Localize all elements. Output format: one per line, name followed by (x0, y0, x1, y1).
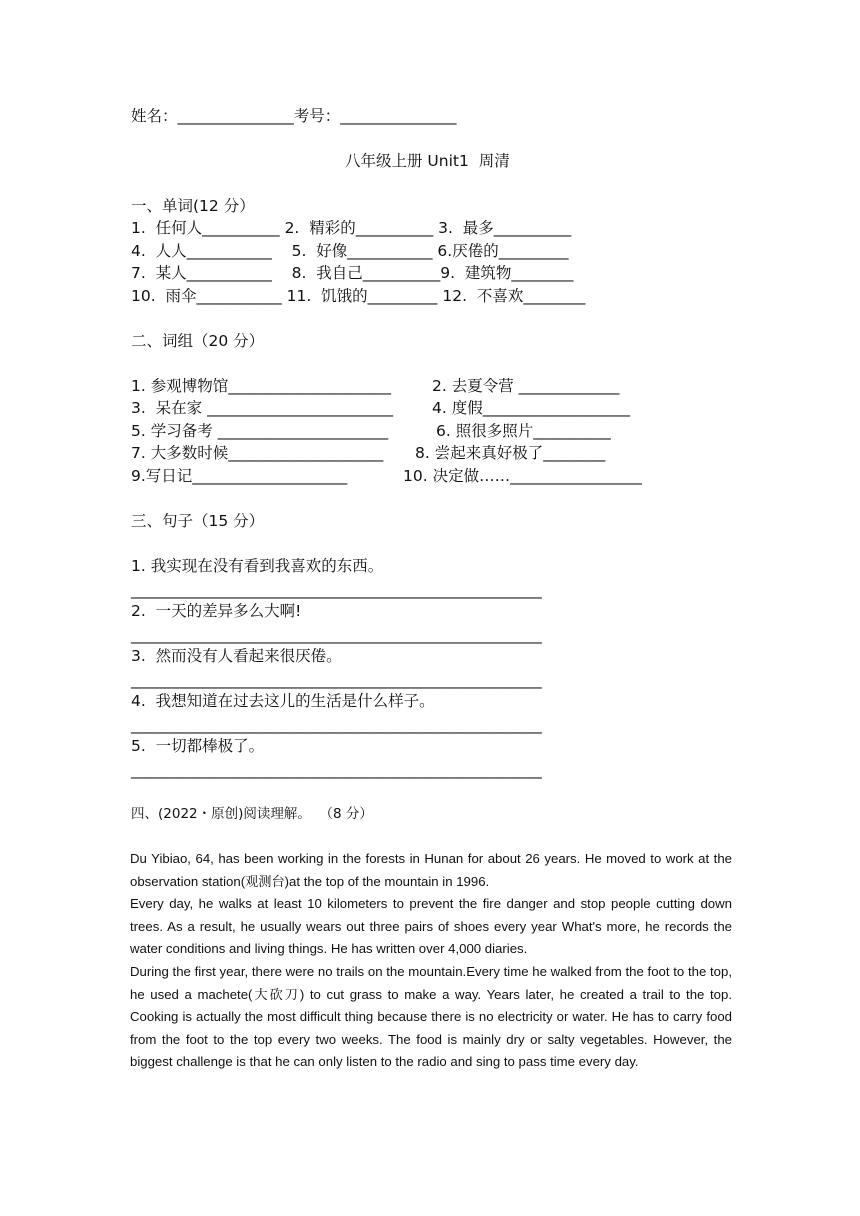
phrase-left-5: 5. 学习备考 ______________________ (131, 422, 389, 440)
phrase-right-2: 2. 去夏令营 _____________ (432, 377, 620, 395)
phrase-left-7: 7. 大多数时候____________________ (131, 444, 384, 462)
sentence-item-2: 2. 一天的差异多么大啊! (131, 602, 302, 620)
reading-paragraph-3: During the first year, there were no trails on the mountain.Every time he walked from the foot to the top, he used a machete(大砍刀) to cut grass to make a way. Years later, he created a trail to the top. Cooking is actually the most difficult thing because there is no electricity or water. He has to carry food from the foot to the top every two weeks. The food is mainly dry or salty vegetables. However, the biggest challenge is that he can only listen to the radio and sing to pass time every day. (130, 964, 732, 1070)
answer-line-5: _____________________________________________________ (131, 761, 542, 779)
sentence-item-3: 3. 然而没有人看起来很厌倦。 (131, 647, 342, 665)
reading-paragraph-1: Du Yibiao, 64, has been working in the forests in Hunan for about 26 years. He moved to work at the observation station(观测台)at the top of the mountain in 1996. (130, 851, 732, 889)
phrase-right-10: 10. 决定做……_________________ (403, 467, 642, 485)
answer-line-2: _____________________________________________________ (131, 626, 542, 644)
page-title: 八年级上册 Unit1 周清 (345, 152, 510, 170)
name-exam-number-field: 姓名：_______________考号：_______________ (131, 107, 457, 125)
sentence-item-1: 1. 我实现在没有看到我喜欢的东西。 (131, 557, 384, 575)
vocab-line-3: 7. 某人___________ 8. 我自己__________9. 建筑物________ (131, 264, 574, 282)
vocab-line-2: 4. 人人___________ 5. 好像___________ 6.厌倦的_________ (131, 242, 569, 260)
reading-paragraph-2: Every day, he walks at least 10 kilometers to prevent the fire danger and stop people cutting down trees. As a result, he usually wears out three pairs of shoes every year What's more, he records the water conditions and living things. He has written over 4,000 diaries. (130, 896, 732, 957)
sentence-item-4: 4. 我想知道在过去这儿的生活是什么样子。 (131, 692, 435, 710)
phrase-right-6: 6. 照很多照片__________ (436, 422, 611, 440)
phrase-left-9: 9.写日记____________________ (131, 467, 348, 485)
answer-line-3: _____________________________________________________ (131, 671, 542, 689)
answer-line-4: _____________________________________________________ (131, 716, 542, 734)
phrase-left-1: 1. 参观博物馆_____________________ (131, 377, 391, 395)
phrase-right-4: 4. 度假___________________ (432, 399, 630, 417)
sentence-item-5: 5. 一切都棒极了。 (131, 737, 265, 755)
phrase-left-3: 3. 呆在家 ________________________ (131, 399, 394, 417)
vocab-line-1: 1. 任何人__________ 2. 精彩的__________ 3. 最多__________ (131, 219, 572, 237)
section-2-heading: 二、词组（20 分） (131, 332, 265, 350)
section-3-heading: 三、句子（15 分） (131, 512, 265, 530)
answer-line-1: _____________________________________________________ (131, 581, 542, 599)
vocab-line-4: 10. 雨伞___________ 11. 饥饿的_________ 12. 不喜欢________ (131, 287, 586, 305)
section-4-heading: 四、(2022・原创)阅读理解。 （8 分） (131, 806, 373, 822)
section-1-heading: 一、单词(12 分） (131, 197, 255, 215)
phrase-right-8: 8. 尝起来真好极了________ (415, 444, 606, 462)
